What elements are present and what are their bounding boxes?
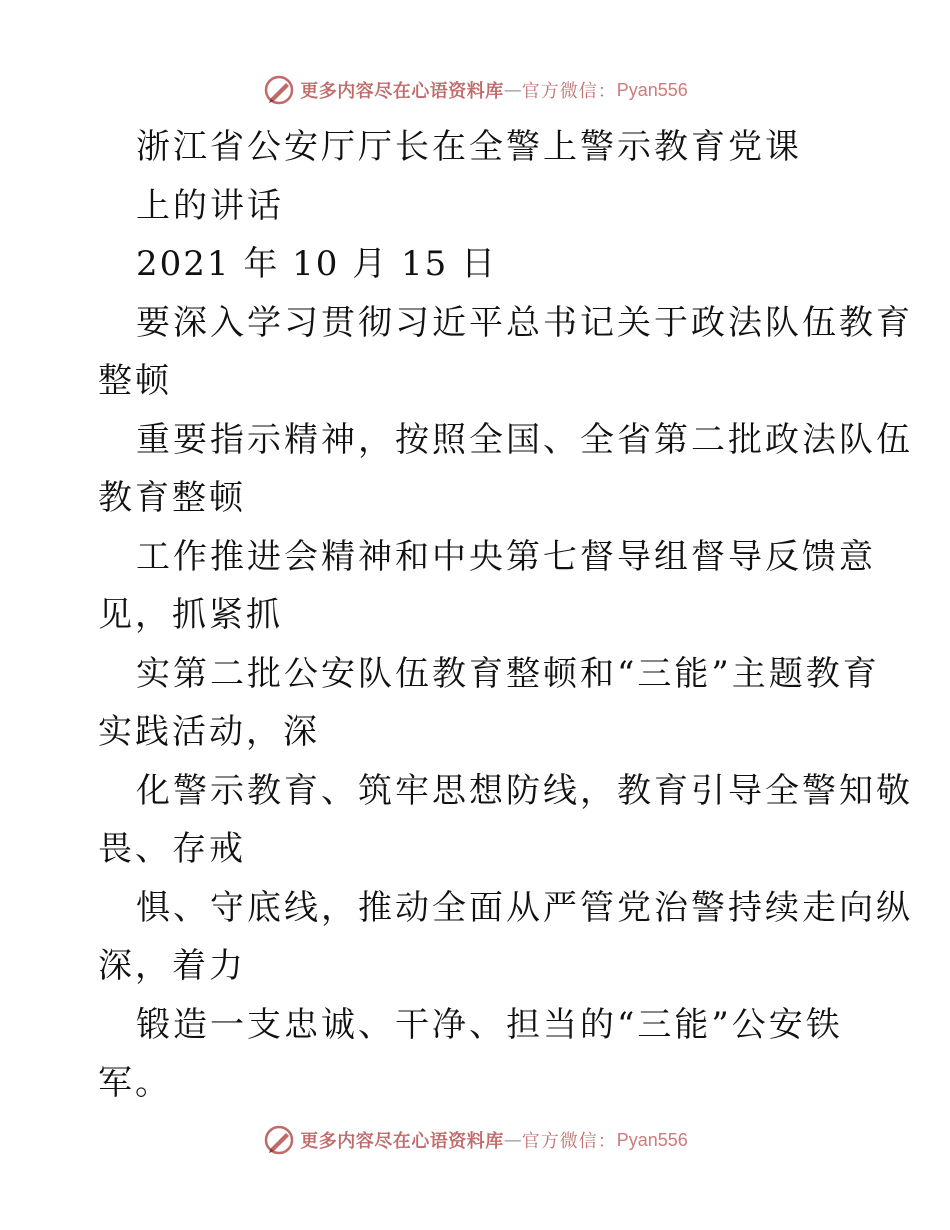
- body-text-line: 化警示教育、筑牢思想防线，教育引导全警知敬: [136, 770, 913, 811]
- watermark-account: Pyan556: [616, 1129, 688, 1150]
- document-date: 2021 年 10 月 15 日: [136, 244, 498, 284]
- watermark-dash: —: [503, 79, 522, 101]
- body-text-line: 军。: [98, 1063, 172, 1103]
- body-text-line: 要深入学习贯彻习近平总书记关于政法队伍教育: [136, 302, 913, 343]
- pen-logo-icon: [262, 73, 296, 107]
- watermark-brand: 更多内容尽在心语资料库: [300, 1131, 504, 1152]
- document-paragraph: [98, 294, 913, 1113]
- document-title-line-1: 浙江省公安厅厅长在全警上警示教育党课: [136, 127, 802, 167]
- pen-logo-icon: [262, 1123, 296, 1157]
- body-text-line: 锻造一支忠诚、干净、担当的“三能”公安铁: [136, 1004, 843, 1045]
- watermark-dash: —: [503, 1129, 522, 1151]
- body-text-line: 教育整顿: [98, 478, 246, 518]
- watermark-subtitle: 官方微信：: [521, 81, 617, 102]
- document-title-line-2: 上的讲话: [136, 185, 284, 226]
- body-text-line: 重要指示精神，按照全国、全省第二批政法队伍: [136, 419, 913, 460]
- body-text-line: 工作推进会精神和中央第七督导组督导反馈意: [136, 536, 876, 577]
- body-text-line: 畏、存戒: [98, 829, 246, 869]
- body-text-line: 深，着力: [98, 946, 246, 986]
- body-text-line: 惧、守底线，推动全面从严管党治警持续走向纵: [136, 887, 913, 928]
- body-text-line: 实第二批公安队伍教育整顿和“三能”主题教育: [136, 653, 880, 694]
- body-text-line: 见，抓紧抓: [98, 595, 283, 635]
- header-watermark: [0, 70, 950, 110]
- footer-watermark: [0, 1120, 950, 1160]
- watermark-brand: 更多内容尽在心语资料库: [300, 81, 504, 102]
- watermark-subtitle: 官方微信：: [521, 1131, 617, 1152]
- body-text-line: 整顿: [98, 361, 172, 401]
- watermark-account: Pyan556: [616, 79, 688, 100]
- body-text-line: 实践活动，深: [98, 712, 320, 752]
- document-body: [98, 118, 913, 1113]
